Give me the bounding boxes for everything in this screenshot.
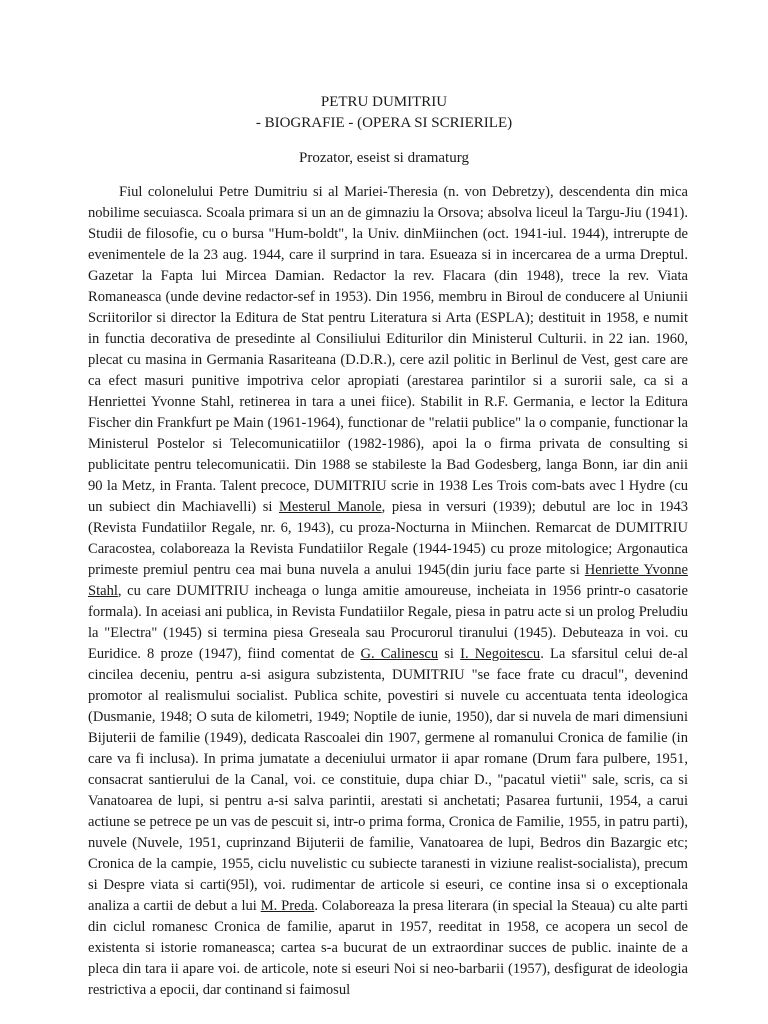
title-name: PETRU DUMITRIU [320, 94, 448, 110]
link-m-preda[interactable]: M. Preda [260, 898, 315, 914]
text-segment: . Colaboreaza la presa literara (in special la Steaua) cu alte parti din ciclul romanesc Cronica de familie, aparut in 1957, reeditat in 1958, ce acopera un secol de existenta si istorie romaneasca; cartea s-a bucurat de un extraordinar succes de public. inainte de a pleca din tara ii apare voi. de articole, note si eseuri Noi si neo-barbarii (1957), desfigurat de ideologia restrictiva a epocii, dar continand si faimosul [88, 898, 688, 998]
text-segment: , piesa in versuri (1939); debutul are loc in 1943 (Revista Fundatiilor Regale, nr. 6, 1943), cu proza-Nocturna in Miinchen. Remarcat de DUMITRIU Caracostea, colaboreaza la Revista Fundatiilor Regale (1944-1945) cu proze mitologice; Argonautica primeste premiul pentru cea mai buna nuvela a anului 1945(din juriu face parte si [88, 499, 688, 578]
text-segment: , cu care DUMITRIU incheaga o lunga amitie amoureuse, incheiata in 1956 printr-o casatorie formala). In aceiasi ani publica, in Revista Fundatiilor Regale, piesa in patru acte si un prolog Preludiu la "Electra" (1945) si termina piesa Greseala sau Procurorul tiranului (1945). Debuteaza in voi. cu Euridice. 8 proze (1947), fiind comentat de [88, 583, 688, 662]
text-segment: . La sfarsitul celui de-al cincilea deceniu, pentru a-si asigura subzistenta, DUMITRIU "se face frate cu dracul", devenind promotor al realismului socialist. Publica schite, povestiri si nuvele cu accentuata tenta ideologica (Dusmanie, 1948; O suta de kilometri, 1949; Noptile de iunie, 1950), dar si nuvela de mari dimensiuni Bijuterii de familie (1949), dedicata Rascoalei din 1907, germene al romanului Cronica de familie (in care va fi inclusa). In prima jumatate a deceniului urmator ii apar romane (Drum fara pulbere, 1951, consacrat santierului de la Canal, voi. ce constituie, dupa chiar D., "pacatul vietii" sale, scris, ca si Vanatoarea de lupi, si pentru a-si salva parintii, arestati si anchetati; Pasarea furtunii, 1954, a carui actiune se petrece pe un vas de pescuit si, intr-o prima forma, Cronica de Familie, 1955, in patru parti), nuvele (Nuvele, 1951, cuprinzand Bijuterii de familie, Vanatoarea de lupi, Bedros din Bazargic etc; Cronica de la campie, 1955, ciclu nuvelistic cu subiecte taranesti in viziune realist-socialista), precum si Despre viata si carti(95l), voi. rudimentar de articole si eseuri, ce contine insa si o exceptionala analiza a cartii de debut a lui [88, 646, 688, 914]
link-mesterul-manole[interactable]: Mesterul Manole [278, 499, 382, 515]
title-subheading: - BIOGRAFIE - (OPERA SI SCRIERILE) [255, 115, 513, 131]
document-title [0, 92, 768, 134]
text-segment: si [438, 646, 461, 662]
link-i-negoitescu[interactable]: I. Negoitescu [460, 646, 541, 662]
link-henriette-yvonne-stahl[interactable]: Henriette Yvonne Stahl [88, 562, 688, 599]
text-segment: Fiul colonelului Petre Dumitriu si al Mariei-Theresia (n. von Debretzy), descendenta din mica nobilime secuiasca. Scoala primara si un an de gimnaziu la Orsova; absolva liceul la Targu-Jiu (1941). Studii de filosofie, cu o bursa "Hum-boldt", la Univ. dinMiinchen (oct. 1941-iul. 1944), intrerupte de evenimentele de la 23 aug. 1944, care il surprind in tara. Esueaza si in incercarea de a urma Dreptul. Gazetar la Fapta lui Mircea Damian. Redactor la rev. Flacara (din 1948), trece la rev. Viata Romaneasca (unde devine redactor-sef in 1953). Din 1956, membru in Biroul de conducere al Uniunii Scriitorilor si director la Editura de Stat pentru Literatura si Arta (ESPLA); destituit in 1958, e numit in functia decorativa de presedinte al Consiliului Editurilor din Ministerul Culturii. in 22 ian. 1960, plecat cu masina in Germania Rasariteana (D.D.R.), cere azil politic in Berlinul de Vest, gest care are ca efect masuri punitive impotriva celor apropiati (arestarea parintilor si a surorii sale, ca si a Henriettei Yvonne Stahl, retinerea in tara a unei fiice). Stabilit in R.F. Germania, e lector la Editura Fischer din Frankfurt pe Main (1961-1964), functionar de "relatii publice" la o companie, functionar la Ministerul Postelor si Telecomunicatiilor (1982-1986), apoi la o firma privata de consulting si publicitate pentru telecomunicatii. Din 1988 se stabileste la Bad Godesberg, langa Bonn, iar din anii 90 la Metz, in Franta. Talent precoce, DUMITRIU scrie in 1938 Les Trois com-bats avec l Hydre (cu un subiect din Machiavelli) si [88, 184, 688, 515]
link-g-calinescu[interactable]: G. Calinescu [360, 646, 439, 662]
biography-paragraph [88, 182, 688, 1001]
document-subtitle: Prozator, eseist si dramaturg [299, 150, 469, 166]
